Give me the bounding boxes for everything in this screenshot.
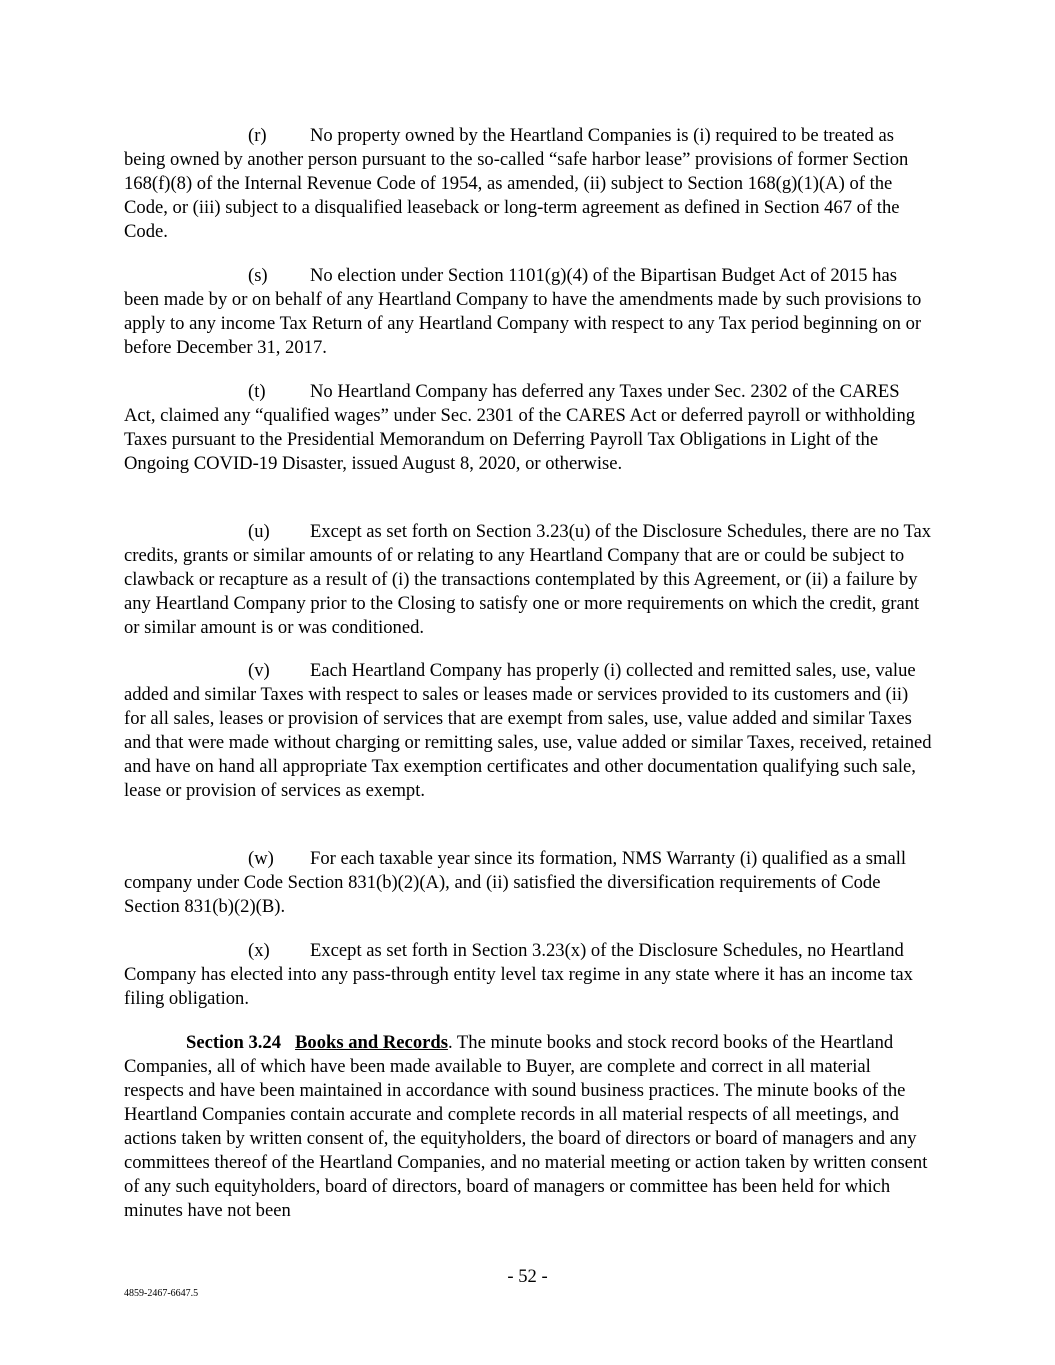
paragraph-label: (t) (248, 381, 266, 402)
paragraph-label: (s) (248, 265, 268, 286)
section-text: . The minute books and stock record books of the Heartland Companies, all of which have been made available to Buyer, are complete and correct in all material respects and have been maintained in accordance with sound business practices. The minute books of the Heartland Companies contain accurate and complete records in all material respects of all meetings, and actions taken by written consent of, the equityholders, the board of directors or board of managers and any committees thereof of the Heartland Companies, and no material meeting or action taken by written consent of any such equityholders, board of directors, board of managers or committee has been held for which minutes have not been (124, 1032, 928, 1221)
paragraph-label: (r) (248, 125, 267, 146)
paragraph-w (124, 847, 934, 919)
paragraph-v (124, 659, 934, 803)
section-number: Section 3.24 (186, 1032, 282, 1053)
document-id: 4859-2467-6647.5 (124, 1288, 199, 1299)
paragraph-u (124, 520, 934, 640)
paragraph-x (124, 939, 934, 1011)
paragraph-text: No Heartland Company has deferred any Taxes under Sec. 2302 of the CARES Act, claimed any “qualified wages” under Sec. 2301 of the CARES Act or deferred payroll or withholding Taxes pursuant to the Presidential Memorandum on Deferring Payroll Tax Obligations in Light of the Ongoing COVID-19 Disaster, issued August 8, 2020, or otherwise. (124, 381, 916, 474)
section-title: Books and Records (295, 1032, 448, 1053)
paragraph-r (124, 124, 934, 244)
paragraph-text: Except as set forth in Section 3.23(x) of the Disclosure Schedules, no Heartland Company has elected into any pass-through entity level tax regime in any state where it has an income tax filing obligation. (124, 940, 913, 1009)
paragraph-t (124, 380, 934, 476)
paragraph-text: Each Heartland Company has properly (i) collected and remitted sales, use, value added and similar Taxes with respect to sales or leases made or services provided to its customers and (ii) for all sales, leases or provision of services that are exempt from sales, use, value added and similar Taxes and that were made without charging or remitting sales, use, value added or similar Taxes, received, retained and have on hand all appropriate Tax exemption certificates and other documentation qualifying such sale, lease or provision of services as exempt. (124, 660, 932, 801)
paragraph-label: (x) (248, 940, 270, 961)
paragraph-text: No property owned by the Heartland Companies is (i) required to be treated as being owned by another person pursuant to the so-called “safe harbor lease” provisions of former Section 168(f)(8) of the Internal Revenue Code of 1954, as amended, (ii) subject to Section 168(g)(1)(A) of the Code, or (iii) subject to a disqualified leaseback or long-term agreement as defined in Section 467 of the Code. (124, 125, 909, 242)
paragraph-s (124, 264, 934, 360)
paragraph-text: For each taxable year since its formation, NMS Warranty (i) qualified as a small company under Code Section 831(b)(2)(A), and (ii) satisfied the diversification requirements of Code Section 831(b)(2)(B). (124, 848, 907, 917)
section-3-24-books-and-records (124, 1031, 934, 1223)
paragraph-label: (v) (248, 660, 270, 681)
page-number: - 52 - (507, 1266, 548, 1287)
paragraph-text: No election under Section 1101(g)(4) of the Bipartisan Budget Act of 2015 has been made by or on behalf of any Heartland Company to have the amendments made by such provisions to apply to any income Tax Return of any Heartland Company with respect to any Tax period beginning on or before December 31, 2017. (124, 265, 922, 358)
paragraph-label: (u) (248, 521, 270, 542)
paragraph-text: Except as set forth on Section 3.23(u) of the Disclosure Schedules, there are no Tax credits, grants or similar amounts of or relating to any Heartland Company that are or could be subject to clawback or recapture as a result of (i) the transactions contemplated by this Agreement, or (ii) a failure by any Heartland Company prior to the Closing to satisfy one or more requirements on which the credit, grant or similar amount is or was conditioned. (124, 521, 932, 638)
paragraph-label: (w) (248, 848, 274, 869)
